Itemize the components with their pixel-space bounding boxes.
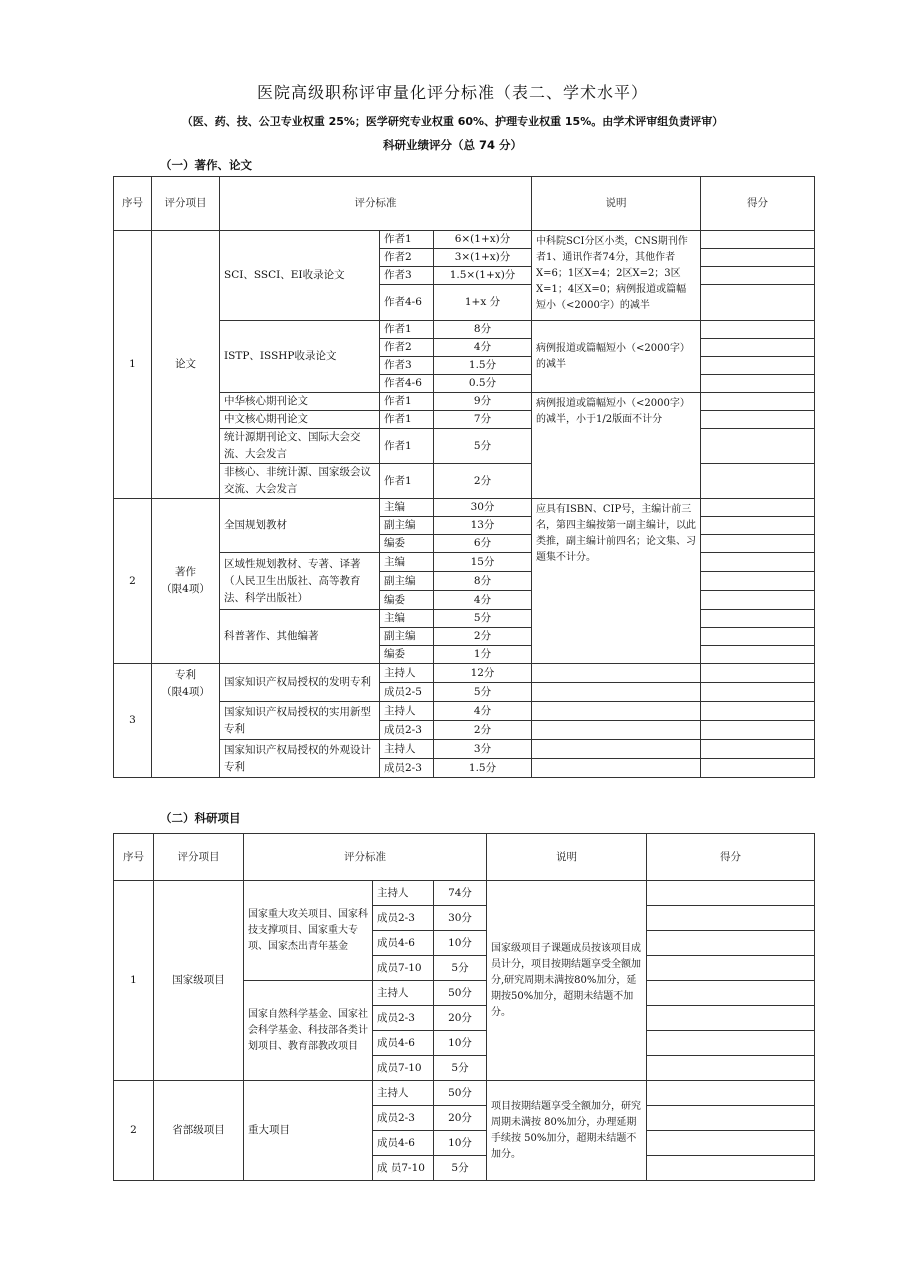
score-cell[interactable] xyxy=(701,591,815,610)
score-cell[interactable] xyxy=(701,646,815,664)
project-role: 成员7-10 xyxy=(373,1056,434,1081)
book-role: 主编 xyxy=(380,499,434,517)
project-role: 成员2-3 xyxy=(373,1006,434,1031)
book-role: 副主编 xyxy=(380,572,434,591)
journal-category: 中华核心期刊论文 xyxy=(220,393,380,411)
header-criteria: 评分标准 xyxy=(244,834,487,881)
document-subtitle: （医、药、技、公卫专业权重 25%；医学研究专业权重 60%、护理专业权重 15%。由学术评审组负责评审） xyxy=(181,115,724,128)
score-cell[interactable] xyxy=(647,1006,815,1031)
patent-note-cell xyxy=(532,759,701,778)
header-note: 说明 xyxy=(487,834,647,881)
sci-role: 作者2 xyxy=(380,249,434,267)
istp-role: 作者1 xyxy=(380,321,434,339)
journal-category: 中文核心期刊论文 xyxy=(220,411,380,429)
book-points: 6分 xyxy=(434,535,532,553)
score-cell[interactable] xyxy=(647,906,815,931)
header-item: 评分项目 xyxy=(154,834,244,881)
istp-points: 4分 xyxy=(434,339,532,357)
score-cell[interactable] xyxy=(701,321,815,339)
score-cell[interactable] xyxy=(647,1031,815,1056)
book-points: 30分 xyxy=(434,499,532,517)
score-cell[interactable] xyxy=(701,553,815,572)
books-item-limit: （限4项） xyxy=(161,583,210,595)
header-seq: 序号 xyxy=(114,177,152,231)
sci-points: 1.5×(1+x)分 xyxy=(434,267,532,285)
patent-category: 国家知识产权局授权的发明专利 xyxy=(220,664,380,702)
book-category: 区域性规划教材、专著、译著（人民卫生出版社、高等教育法、科学出版社） xyxy=(220,553,380,610)
sci-category: SCI、SSCI、EI收录论文 xyxy=(220,231,380,321)
book-category: 全国规划教材 xyxy=(220,499,380,553)
patent-role: 主持人 xyxy=(380,740,434,759)
project-points: 30分 xyxy=(434,906,487,931)
journal-category: 统计源期刊论文、国际大会交流、大会发言 xyxy=(220,429,380,464)
score-cell[interactable] xyxy=(701,664,815,683)
istp-points: 0.5分 xyxy=(434,375,532,393)
document-title: 医院高级职称评审量化评分标准（表二、学术水平） xyxy=(256,83,648,102)
patent-note-cell xyxy=(532,664,701,683)
score-cell[interactable] xyxy=(701,572,815,591)
patent-category: 国家知识产权局授权的实用新型专利 xyxy=(220,702,380,740)
patent-points: 3分 xyxy=(434,740,532,759)
header-criteria: 评分标准 xyxy=(220,177,532,231)
score-cell[interactable] xyxy=(647,881,815,906)
book-points: 1分 xyxy=(434,646,532,664)
provincial-seq: 2 xyxy=(114,1081,154,1181)
header-item: 评分项目 xyxy=(152,177,220,231)
score-cell[interactable] xyxy=(701,357,815,375)
journal-points: 7分 xyxy=(434,411,532,429)
score-cell[interactable] xyxy=(701,759,815,778)
score-cell[interactable] xyxy=(701,610,815,628)
national-note: 国家级项目子课题成员按该项目成员计分，项目按期结题享受全额加分,研究周期未满按80%加分，延期按50%加分，超期未结题不加分。 xyxy=(487,881,647,1081)
journal-points: 9分 xyxy=(434,393,532,411)
istp-points: 8分 xyxy=(434,321,532,339)
score-cell[interactable] xyxy=(701,267,815,285)
journals-note: 病例报道或篇幅短小（<2000字）的减半，小于1/2版面不计分 xyxy=(532,393,701,499)
project-role: 成员4-6 xyxy=(373,1131,434,1156)
score-cell[interactable] xyxy=(701,339,815,357)
istp-role: 作者2 xyxy=(380,339,434,357)
books-seq: 2 xyxy=(114,499,152,664)
national-category: 国家自然科学基金、国家社会科学基金、科技部各类计划项目、教育部教改项目 xyxy=(244,981,373,1081)
publications-table xyxy=(113,176,815,778)
score-cell[interactable] xyxy=(647,931,815,956)
header-score: 得分 xyxy=(701,177,815,231)
patent-note-cell xyxy=(532,702,701,721)
patent-item-label: 专利 xyxy=(175,669,196,681)
score-cell[interactable] xyxy=(647,1056,815,1081)
patent-role: 成员2-3 xyxy=(380,721,434,740)
sci-points: 3×(1+x)分 xyxy=(434,249,532,267)
paper-seq: 1 xyxy=(114,231,152,499)
patent-note-cell xyxy=(532,721,701,740)
score-cell[interactable] xyxy=(701,628,815,646)
patent-role: 主持人 xyxy=(380,664,434,683)
istp-note: 病例报道或篇幅短小（<2000字）的减半 xyxy=(532,321,701,393)
national-item: 国家级项目 xyxy=(154,881,244,1081)
part2-heading: （二）科研项目 xyxy=(160,811,241,825)
sci-note: 中科院SCI分区小类，CNS期刊作者1、通讯作者74分，其他作者X=6；1区X=4；2区X=2；3区X=1；4区X=0；病例报道或篇幅短小（<2000字）的减半 xyxy=(532,231,701,321)
book-role: 编委 xyxy=(380,591,434,610)
project-points: 20分 xyxy=(434,1106,487,1131)
project-points: 5分 xyxy=(434,1056,487,1081)
patent-note-cell xyxy=(532,740,701,759)
score-cell[interactable] xyxy=(647,981,815,1006)
patent-points: 12分 xyxy=(434,664,532,683)
project-role: 主持人 xyxy=(373,981,434,1006)
score-cell[interactable] xyxy=(701,411,815,429)
header-seq: 序号 xyxy=(114,834,154,881)
project-role: 成员2-3 xyxy=(373,906,434,931)
book-role: 主编 xyxy=(380,553,434,572)
patent-item xyxy=(152,664,220,778)
national-category: 国家重大攻关项目、国家科技支撑项目、国家重大专项、国家杰出青年基金 xyxy=(244,881,373,981)
patent-points: 1.5分 xyxy=(434,759,532,778)
journal-role: 作者1 xyxy=(380,411,434,429)
project-role: 主持人 xyxy=(373,881,434,906)
project-points: 10分 xyxy=(434,1131,487,1156)
part1-heading: （一）著作、论文 xyxy=(160,158,252,172)
book-category: 科普著作、其他编著 xyxy=(220,610,380,664)
patent-role: 成员2-3 xyxy=(380,759,434,778)
journal-points: 5分 xyxy=(434,429,532,464)
journal-role: 作者1 xyxy=(380,429,434,464)
book-points: 8分 xyxy=(434,572,532,591)
book-role: 主编 xyxy=(380,610,434,628)
book-points: 15分 xyxy=(434,553,532,572)
journal-role: 作者1 xyxy=(380,464,434,499)
section-title: 科研业绩评分（总 74 分） xyxy=(382,138,522,152)
patent-points: 2分 xyxy=(434,721,532,740)
patent-role: 成员2-5 xyxy=(380,683,434,702)
score-cell[interactable] xyxy=(701,393,815,411)
book-points: 5分 xyxy=(434,610,532,628)
sci-role: 作者1 xyxy=(380,231,434,249)
project-points: 74分 xyxy=(434,881,487,906)
score-cell[interactable] xyxy=(647,1081,815,1106)
patent-seq: 3 xyxy=(114,664,152,778)
project-points: 50分 xyxy=(434,981,487,1006)
provincial-category: 重大项目 xyxy=(244,1081,373,1181)
istp-role: 作者4-6 xyxy=(380,375,434,393)
score-cell[interactable] xyxy=(701,464,815,499)
project-points: 5分 xyxy=(434,1156,487,1181)
project-role: 成员4-6 xyxy=(373,931,434,956)
projects-table xyxy=(113,833,815,1181)
provincial-item: 省部级项目 xyxy=(154,1081,244,1181)
books-item xyxy=(152,499,220,664)
book-role: 副主编 xyxy=(380,628,434,646)
score-cell[interactable] xyxy=(647,1106,815,1131)
books-note: 应具有ISBN、CIP号，主编计前三名，第四主编按第一副主编计，以此类推，副主编计前四名；论文集、习题集不计分。 xyxy=(532,499,701,664)
national-seq: 1 xyxy=(114,881,154,1081)
score-cell[interactable] xyxy=(701,683,815,702)
sci-points: 1+x 分 xyxy=(434,285,532,321)
score-cell[interactable] xyxy=(701,285,815,321)
patent-note-cell xyxy=(532,683,701,702)
istp-category: ISTP、ISSHP收录论文 xyxy=(220,321,380,393)
journal-category: 非核心、非统计源、国家级会议交流、大会发言 xyxy=(220,464,380,499)
journal-points: 2分 xyxy=(434,464,532,499)
score-cell[interactable] xyxy=(701,740,815,759)
books-item-label: 著作 xyxy=(175,566,196,578)
score-cell[interactable] xyxy=(701,517,815,535)
header-score: 得分 xyxy=(647,834,815,881)
sci-role: 作者4-6 xyxy=(380,285,434,321)
score-cell[interactable] xyxy=(701,535,815,553)
project-role: 成 员7-10 xyxy=(373,1156,434,1181)
provincial-note: 项目按期结题享受全额加分，研究周期未满按 80%加分，办理延期手续按 50%加分，超期未结题不加分。 xyxy=(487,1081,647,1181)
header-note: 说明 xyxy=(532,177,701,231)
project-points: 50分 xyxy=(434,1081,487,1106)
book-points: 4分 xyxy=(434,591,532,610)
score-cell[interactable] xyxy=(647,956,815,981)
patent-item-limit: （限4项） xyxy=(161,686,210,698)
project-points: 5分 xyxy=(434,956,487,981)
score-cell[interactable] xyxy=(701,499,815,517)
book-points: 2分 xyxy=(434,628,532,646)
patent-category: 国家知识产权局授权的外观设计专利 xyxy=(220,740,380,778)
patent-points: 4分 xyxy=(434,702,532,721)
sci-points: 6×(1+x)分 xyxy=(434,231,532,249)
istp-points: 1.5分 xyxy=(434,357,532,375)
book-points: 13分 xyxy=(434,517,532,535)
patent-role: 主持人 xyxy=(380,702,434,721)
paper-item: 论文 xyxy=(152,231,220,499)
project-points: 10分 xyxy=(434,1031,487,1056)
project-points: 10分 xyxy=(434,931,487,956)
score-cell[interactable] xyxy=(647,1131,815,1156)
project-points: 20分 xyxy=(434,1006,487,1031)
patent-points: 5分 xyxy=(434,683,532,702)
journal-role: 作者1 xyxy=(380,393,434,411)
project-role: 成员4-6 xyxy=(373,1031,434,1056)
sci-role: 作者3 xyxy=(380,267,434,285)
project-role: 主持人 xyxy=(373,1081,434,1106)
istp-role: 作者3 xyxy=(380,357,434,375)
score-cell[interactable] xyxy=(701,721,815,740)
book-role: 副主编 xyxy=(380,517,434,535)
project-role: 成员7-10 xyxy=(373,956,434,981)
score-cell[interactable] xyxy=(701,429,815,464)
score-cell[interactable] xyxy=(701,249,815,267)
score-cell[interactable] xyxy=(701,702,815,721)
project-role: 成员2-3 xyxy=(373,1106,434,1131)
score-cell[interactable] xyxy=(647,1156,815,1181)
book-role: 编委 xyxy=(380,535,434,553)
score-cell[interactable] xyxy=(701,375,815,393)
score-cell[interactable] xyxy=(701,231,815,249)
book-role: 编委 xyxy=(380,646,434,664)
